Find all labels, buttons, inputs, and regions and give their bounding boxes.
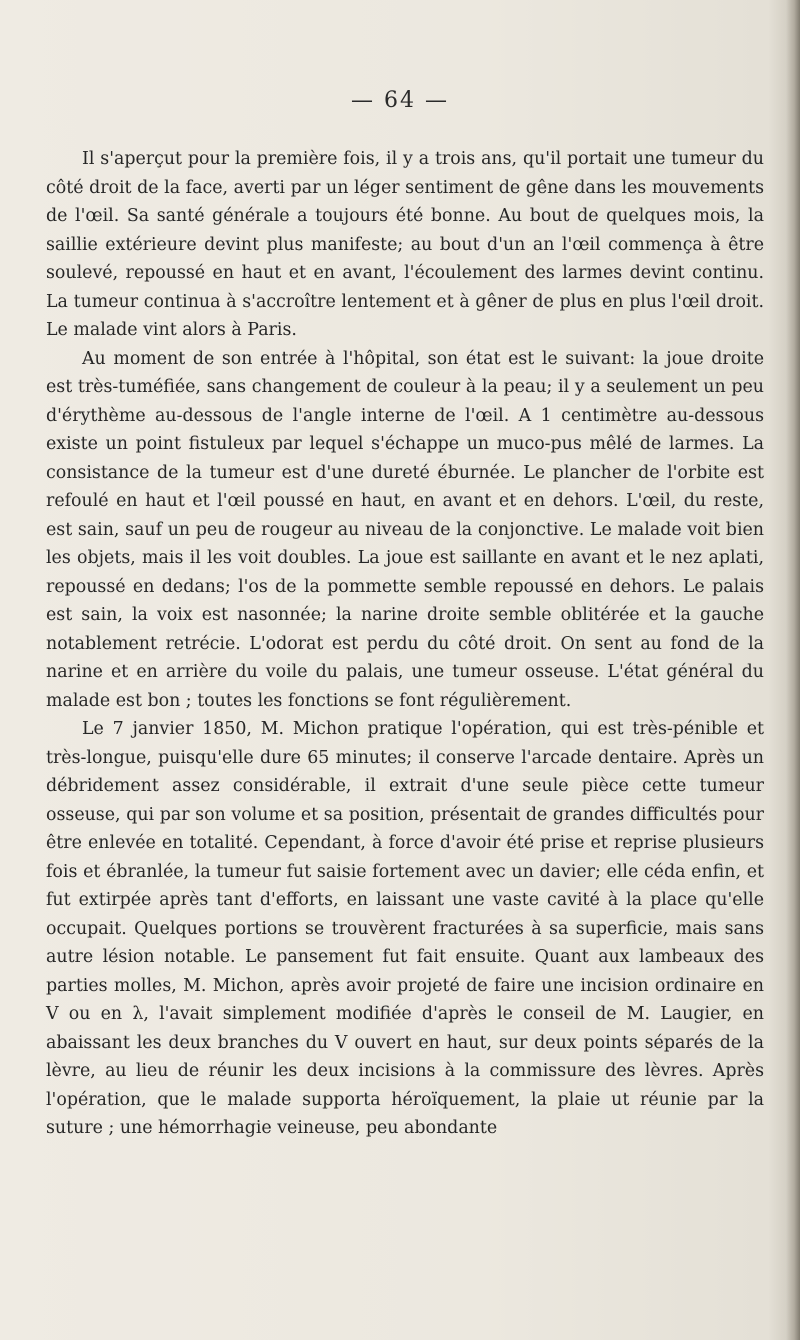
page-edge-shadow xyxy=(786,0,800,1340)
paragraph: Le 7 janvier 1850, M. Michon pratique l'opération, qui est très-pénible et très-longue, puisqu'elle dure 65 minutes; il conserve l'arcade dentaire. Après un débridement assez considérable, il extrait d'une seule pièce cette tumeur osseuse, qui par son volume et sa position, présentait de grandes difficultés pour être enlevée en totalité. Cependant, à force d'avoir été prise et reprise plusieurs fois et ébranlée, la tumeur fut saisie fortement avec un davier; elle céda enfin, et fut extirpée après tant d'efforts, en laissant une vaste cavité à la place qu'elle occupait. Quelques portions se trouvèrent fracturées à sa superficie, mais sans autre lésion notable. Le pansement fut fait ensuite. Quant aux lambeaux des parties molles, M. Michon, après avoir projeté de faire une incision ordinaire en V ou en λ, l'avait simplement modifiée d'après le conseil de M. Laugier, en abaissant les deux branches du V ouvert en haut, sur deux points séparés de la lèvre, au lieu de réunir les deux incisions à la commissure des lèvres. Après l'opération, que le malade supporta héroïquement, la plaie ut réunie par la suture ; une hémorrhagie veineuse, peu abondante xyxy=(46,719,764,1138)
page-number: — 64 — xyxy=(351,88,449,113)
paragraph: Il s'aperçut pour la première fois, il y a trois ans, qu'il portait une tumeur du côté droit de la face, averti par un léger sentiment de gêne dans les mouvements de l'œil. Sa santé générale a toujours été bonne. Au bout de quelques mois, la saillie extérieure devint plus manifeste; au bout d'un an l'œil commença à être soulevé, repoussé en haut et en avant, l'écoulement des larmes devint continu. La tumeur continua à s'accroître lentement et à gêner de plus en plus l'œil droit. Le malade vint alors à Paris. xyxy=(46,149,764,340)
body-text xyxy=(46,145,764,1143)
paragraph: Au moment de son entrée à l'hôpital, son état est le suivant: la joue droite est très-tuméfiée, sans changement de couleur à la peau; il y a seulement un peu d'érythème au-dessous de l'angle interne de l'œil. A 1 centimètre au-dessous existe un point fistuleux par lequel s'échappe un muco-pus mêlé de larmes. La consistance de la tumeur est d'une dureté éburnée. Le plancher de l'orbite est refoulé en haut et l'œil poussé en haut, en avant et en dehors. L'œil, du reste, est sain, sauf un peu de rougeur au niveau de la conjonctive. Le malade voit bien les objets, mais il les voit doubles. La joue est saillante en avant et le nez aplati, repoussé en dedans; l'os de la pommette semble repoussé en dehors. Le palais est sain, la voix est nasonnée; la narine droite semble oblitérée et la gauche notablement retrécie. L'odorat est perdu du côté droit. On sent au fond de la narine et en arrière du voile du palais, une tumeur osseuse. L'état général du malade est bon ; toutes les fonctions se font régulièrement. xyxy=(46,348,764,711)
